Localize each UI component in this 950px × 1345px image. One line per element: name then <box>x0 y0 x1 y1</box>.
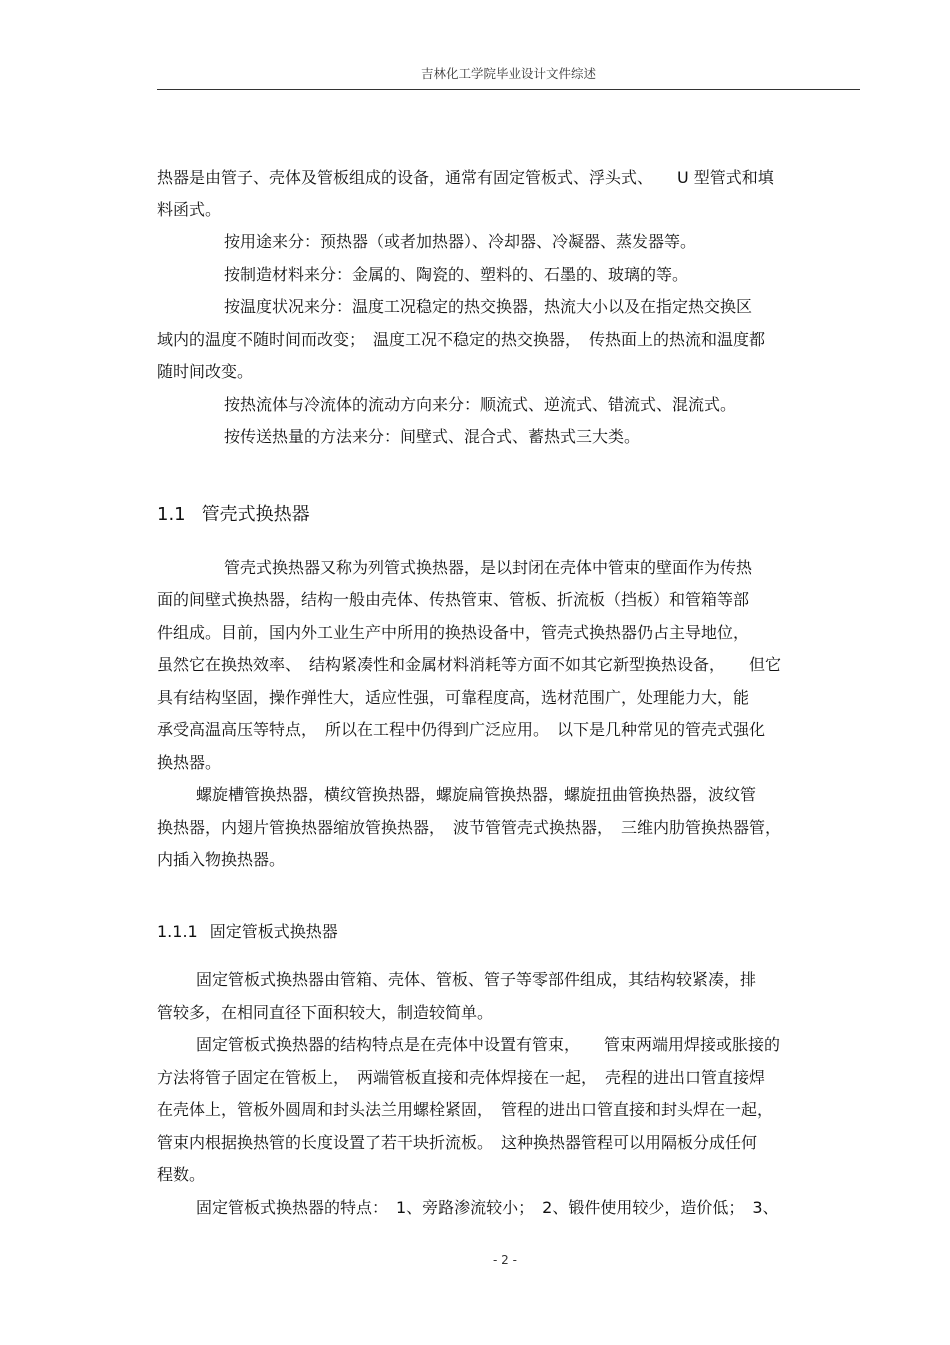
section-line: 换热器。 <box>157 753 222 772</box>
section-number: 1.1 <box>157 504 186 525</box>
section-line: 换热器，内翅片管换热器缩放管换热器， 波节管管壳式换热器， 三维内肋管换热器管， <box>157 818 782 837</box>
section-line: 方法将管子固定在管板上， 两端管板直接和壳体焊接在一起， 壳程的进出口管直接焊 <box>157 1068 766 1087</box>
page-header: 吉林化工学院毕业设计文件综述 <box>420 66 596 81</box>
section-line: 管束内根据换热管的长度设置了若干块折流板。 这种换热器管程可以用隔板分成任何 <box>157 1133 758 1152</box>
body-line: 域内的温度不随时间而改变； 温度工况不稳定的热交换器， 传热面上的热流和温度都 <box>157 330 766 349</box>
body-line: 按传送热量的方法来分：间壁式、混合式、蓄热式三大类。 <box>224 427 641 446</box>
section-title: 管壳式换热器 <box>201 504 310 525</box>
section-line: 程数。 <box>157 1165 206 1184</box>
section-number: 1.1.1 <box>157 922 198 941</box>
page-number: - 2 - <box>493 1253 517 1267</box>
body-line: 料函式。 <box>157 200 222 219</box>
body-line: 按制造材料来分：金属的、陶瓷的、塑料的、石墨的、玻璃的等。 <box>224 265 689 284</box>
header-divider <box>157 89 860 90</box>
section-line: 固定管板式换热器的特点： 1、旁路渗流较小； 2、锻件使用较少，造价低； 3、 <box>196 1198 779 1217</box>
body-line: 热器是由管子、壳体及管板组成的设备，通常有固定管板式、浮头式、 U 型管式和填 <box>157 168 774 187</box>
section-line: 具有结构坚固，操作弹性大，适应性强，可靠程度高，选材范围广，处理能力大，能 <box>157 688 750 707</box>
section-line: 件组成。目前，国内外工业生产中所用的换热设备中，管壳式换热器仍占主导地位， <box>157 623 750 642</box>
section-line: 固定管板式换热器的结构特点是在壳体中设置有管束， 管束两端用焊接或胀接的 <box>196 1035 781 1054</box>
section-title: 固定管板式换热器 <box>209 922 338 941</box>
body-line: 按温度状况来分：温度工况稳定的热交换器，热流大小以及在指定热交换区 <box>224 297 753 316</box>
section-line: 管壳式换热器又称为列管式换热器，是以封闭在壳体中管束的壁面作为传热 <box>224 558 753 577</box>
body-line: 按热流体与冷流体的流动方向来分：顺流式、逆流式、错流式、混流式。 <box>224 395 737 414</box>
section-line: 固定管板式换热器由管箱、壳体、管板、管子等零部件组成，其结构较紧凑，排 <box>196 970 757 989</box>
section-heading-1-1-1 <box>157 922 338 942</box>
section-line: 承受高温高压等特点， 所以在工程中仍得到广泛应用。 以下是几种常见的管壳式强化 <box>157 720 766 739</box>
section-line: 虽然它在换热效率、 结构紧凑性和金属材料消耗等方面不如其它新型换热设备， 但它 <box>157 655 782 674</box>
section-line: 面的间壁式换热器，结构一般由壳体、传热管束、管板、折流板（挡板）和管箱等部 <box>157 590 750 609</box>
section-line: 螺旋槽管换热器，横纹管换热器，螺旋扁管换热器，螺旋扭曲管换热器，波纹管 <box>196 785 757 804</box>
body-line: 随时间改变。 <box>157 362 254 381</box>
section-line: 在壳体上，管板外圆周和封头法兰用螺栓紧固， 管程的进出口管直接和封头焊在一起， <box>157 1100 774 1119</box>
section-heading-1-1 <box>157 504 310 526</box>
section-line: 管较多，在相同直径下面积较大，制造较简单。 <box>157 1003 494 1022</box>
section-line: 内插入物换热器。 <box>157 850 286 869</box>
body-line: 按用途来分：预热器（或者加热器）、冷却器、冷凝器、蒸发器等。 <box>224 232 697 251</box>
